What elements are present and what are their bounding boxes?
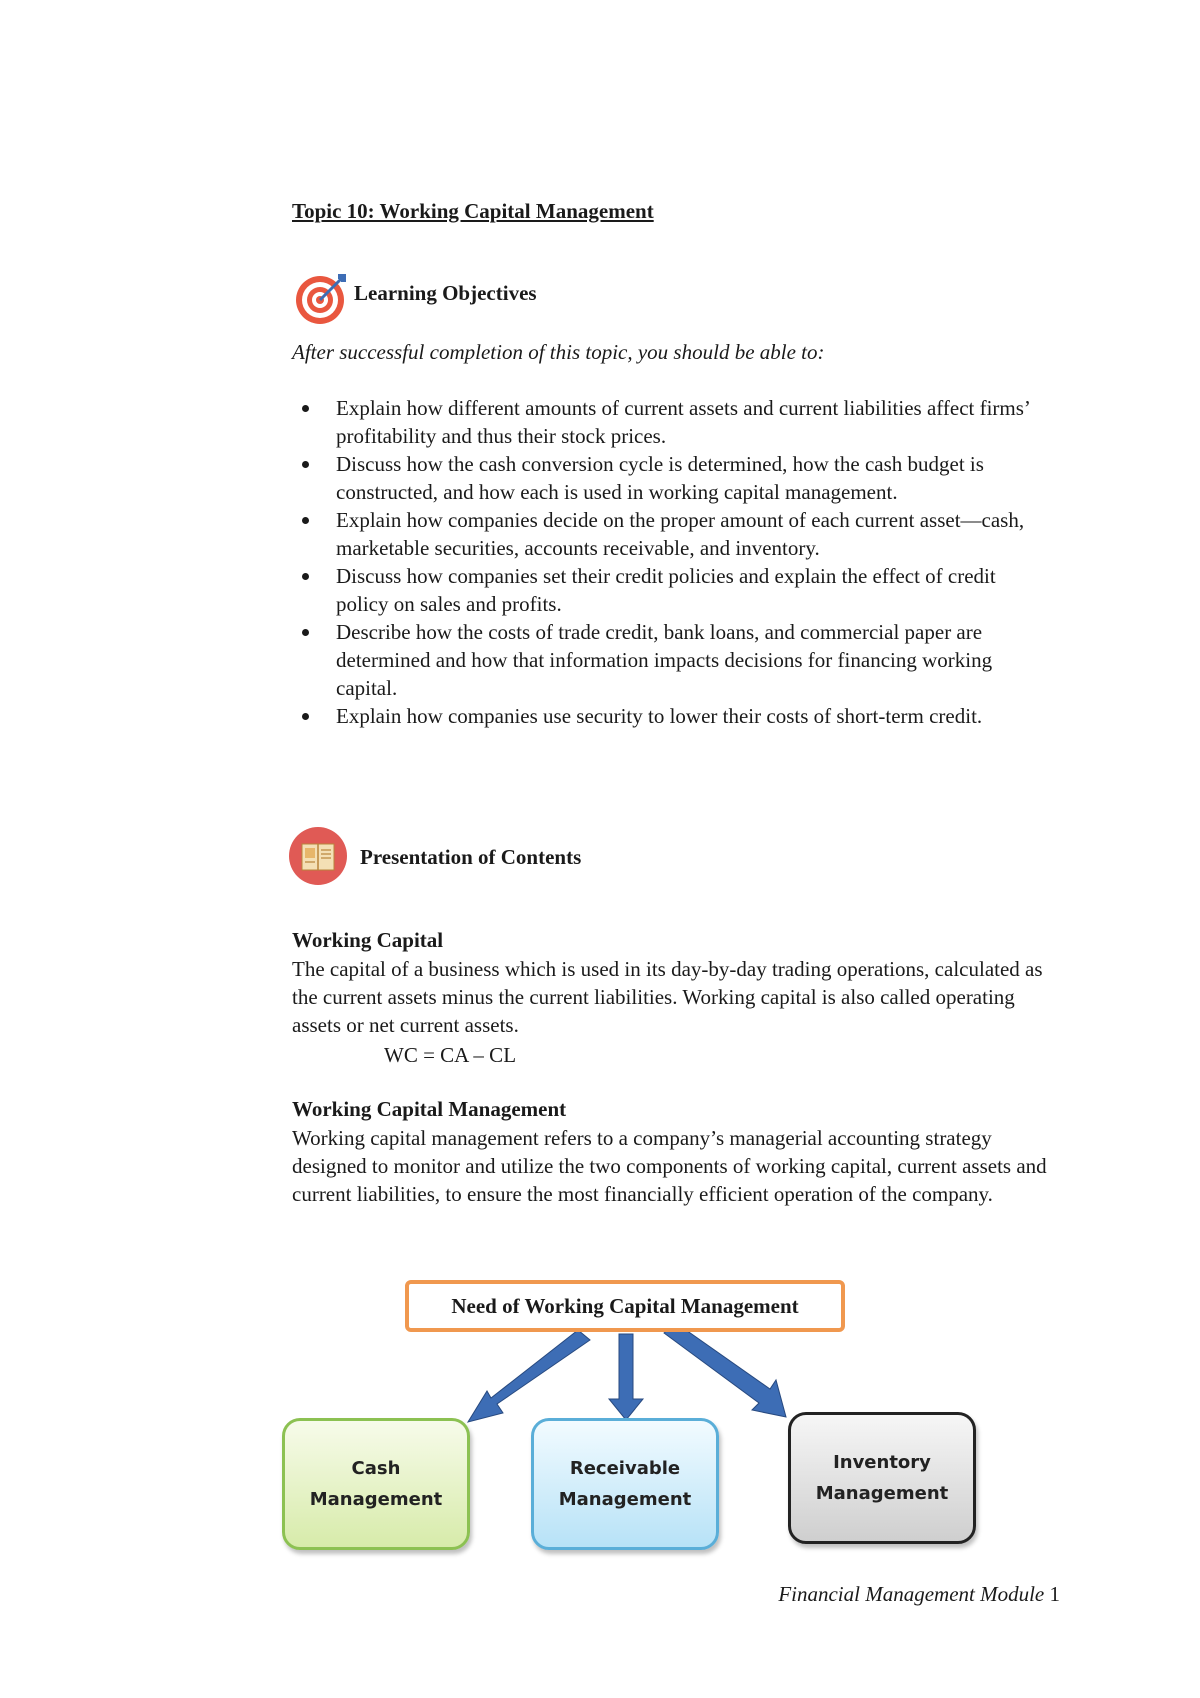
wcm-heading: Working Capital Management [292, 1097, 567, 1121]
cash-box-line1: Cash [351, 1458, 401, 1479]
list-item: Describe how the costs of trade credit, bank loans, and commercial paper are determined and how that information impacts decisions for financing working capital. [292, 618, 1052, 702]
footer-text: Financial Management Module [778, 1582, 1045, 1606]
arrow-to-cash [468, 1330, 590, 1422]
inventory-box-line1: Inventory [833, 1452, 931, 1473]
page-footer [778, 1582, 1060, 1607]
diagram-top-box: Need of Working Capital Management [405, 1280, 845, 1332]
list-item: Discuss how the cash conversion cycle is determined, how the cash budget is constructed, and how each is used in working capital management. [292, 450, 1052, 506]
receivable-management-box [531, 1418, 719, 1550]
receivable-box-line1: Receivable [569, 1458, 681, 1479]
page-number: 1 [1049, 1582, 1060, 1606]
inventory-management-box [788, 1412, 976, 1544]
receivable-box-line2: Management [558, 1489, 692, 1510]
page-title: Topic 10: Working Capital Management [292, 199, 654, 223]
learning-objectives-heading: Learning Objectives [354, 281, 537, 305]
objectives-intro: After successful completion of this topic, you should be able to: [292, 340, 825, 364]
working-capital-text: The capital of a business which is used in its day-by-day trading operations, calculated as the current assets minus the current liabilities. Working capital is also called operating assets or net current assets. [292, 957, 1043, 1037]
inventory-box-line2: Management [815, 1483, 949, 1504]
arrow-to-receivable [609, 1334, 643, 1420]
arrow-to-inventory [664, 1323, 786, 1417]
list-item: Explain how different amounts of current assets and current liabilities affect firms’ profitability and thus their stock prices. [292, 394, 1052, 450]
cash-management-box [282, 1418, 470, 1550]
wcm-text: Working capital management refers to a company’s managerial accounting strategy designed to monitor and utilize the two components of working capital, current assets and current liabilities, to ensure the most financially efficient operation of the company. [292, 1126, 1047, 1206]
wc-formula: WC = CA – CL [384, 1043, 517, 1067]
cash-box-line2: Management [309, 1489, 443, 1510]
list-item: Explain how companies decide on the proper amount of each current asset—cash, marketable securities, accounts receivable, and inventory. [292, 506, 1052, 562]
working-capital-heading: Working Capital [292, 928, 444, 952]
list-item: Explain how companies use security to lower their costs of short-term credit. [292, 702, 1052, 730]
list-item: Discuss how companies set their credit policies and explain the effect of credit policy on sales and profits. [292, 562, 1052, 618]
presentation-heading: Presentation of Contents [360, 845, 582, 869]
